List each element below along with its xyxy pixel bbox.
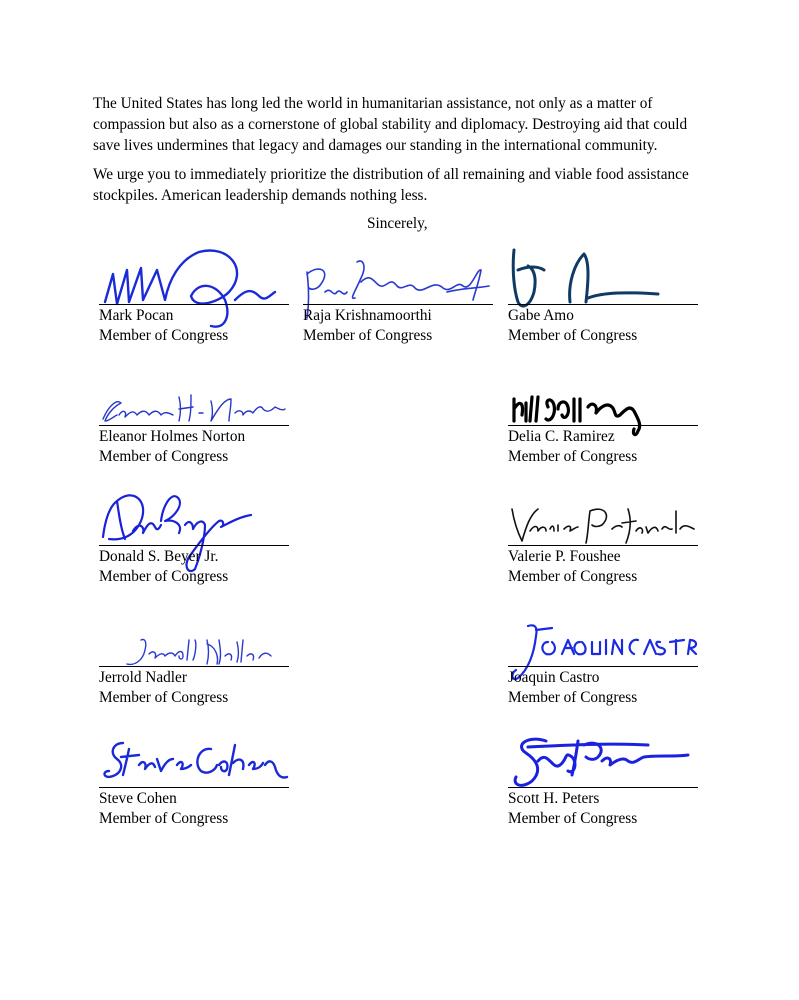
signatory-name: Scott H. Peters <box>508 790 600 807</box>
signatory-title: Member of Congress <box>508 327 638 344</box>
handwritten-signature <box>508 495 708 555</box>
signatory-title: Member of Congress <box>99 448 229 465</box>
signatory-name: Jerrold Nadler <box>99 669 187 686</box>
signatory-title: Member of Congress <box>303 327 433 344</box>
signatory-name: Gabe Amo <box>508 307 574 324</box>
signatory-name: Steve Cohen <box>99 790 177 807</box>
signatory-title: Member of Congress <box>99 327 229 344</box>
signatory-title: Member of Congress <box>99 568 229 585</box>
signatory-title: Member of Congress <box>99 810 229 827</box>
signatory-title: Member of Congress <box>508 448 638 465</box>
signatory-name: Delia C. Ramirez <box>508 428 615 445</box>
signatory-name: Raja Krishnamoorthi <box>303 307 432 324</box>
signatory-title: Member of Congress <box>508 810 638 827</box>
signatory-title: Member of Congress <box>508 689 638 706</box>
letter-closing: Sincerely, <box>367 215 428 232</box>
handwritten-signature <box>99 735 299 795</box>
signatory-name: Mark Pocan <box>99 307 174 324</box>
signatory-title: Member of Congress <box>99 689 229 706</box>
letter-paragraph-2: We urge you to immediately prioritize the distribution of all remaining and viable food assistance stockpiles. American leadership demands nothing less. <box>93 166 689 204</box>
signatory-name: Donald S. Beyer Jr. <box>99 548 219 565</box>
signatory-name: Eleanor Holmes Norton <box>99 428 246 445</box>
letter-paragraph-1: The United States has long led the world in humanitarian assistance, not only as a matter of compassion but also as a cornerstone of global stability and diplomacy. Destroying aid that could save lives undermines that legacy and damages our standing in the international community. <box>93 95 688 154</box>
signatory-name: Joaquin Castro <box>508 669 600 686</box>
signatory-title: Member of Congress <box>508 568 638 585</box>
signatory-name: Valerie P. Foushee <box>508 548 621 565</box>
